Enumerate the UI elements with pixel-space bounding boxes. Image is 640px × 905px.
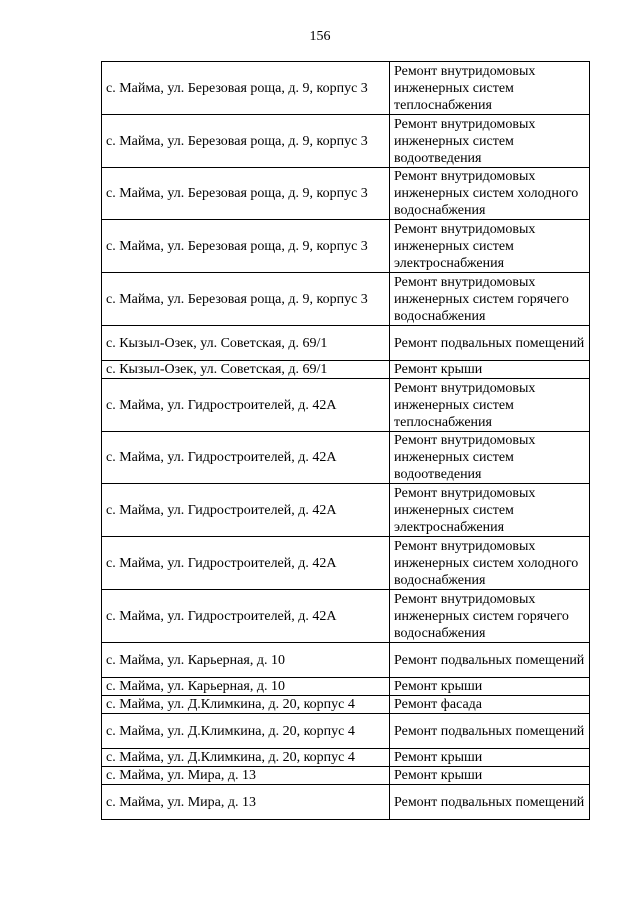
address-cell: с. Кызыл-Озек, ул. Советская, д. 69/1 bbox=[102, 326, 390, 361]
work-type-cell: Ремонт внутридомовых инженерных систем теплоснабжения bbox=[390, 379, 590, 432]
work-type-cell: Ремонт внутридомовых инженерных систем холодного водоснабжения bbox=[390, 537, 590, 590]
work-type-cell: Ремонт крыши bbox=[390, 361, 590, 379]
address-cell: с. Майма, ул. Гидростроителей, д. 42А bbox=[102, 484, 390, 537]
table-row bbox=[102, 696, 590, 714]
work-type-cell: Ремонт фасада bbox=[390, 696, 590, 714]
table-row bbox=[102, 379, 590, 432]
address-cell: с. Майма, ул. Березовая роща, д. 9, корпус 3 bbox=[102, 168, 390, 220]
table-row bbox=[102, 643, 590, 678]
work-type-cell: Ремонт крыши bbox=[390, 749, 590, 767]
address-cell: с. Кызыл-Озек, ул. Советская, д. 69/1 bbox=[102, 361, 390, 379]
address-cell: с. Майма, ул. Карьерная, д. 10 bbox=[102, 678, 390, 696]
address-cell: с. Майма, ул. Гидростроителей, д. 42А bbox=[102, 590, 390, 643]
address-cell: с. Майма, ул. Д.Климкина, д. 20, корпус 4 bbox=[102, 749, 390, 767]
work-type-cell: Ремонт внутридомовых инженерных систем электроснабжения bbox=[390, 220, 590, 273]
address-cell: с. Майма, ул. Мира, д. 13 bbox=[102, 785, 390, 820]
work-type-cell: Ремонт внутридомовых инженерных систем водоотведения bbox=[390, 115, 590, 168]
table-row bbox=[102, 767, 590, 785]
table-row bbox=[102, 678, 590, 696]
work-type-cell: Ремонт внутридомовых инженерных систем холодного водоснабжения bbox=[390, 168, 590, 220]
work-type-cell: Ремонт крыши bbox=[390, 678, 590, 696]
address-cell: с. Майма, ул. Березовая роща, д. 9, корпус 3 bbox=[102, 273, 390, 326]
address-cell: с. Майма, ул. Гидростроителей, д. 42А bbox=[102, 379, 390, 432]
table-row bbox=[102, 361, 590, 379]
work-type-cell: Ремонт внутридомовых инженерных систем горячего водоснабжения bbox=[390, 590, 590, 643]
address-cell: с. Майма, ул. Березовая роща, д. 9, корпус 3 bbox=[102, 115, 390, 168]
work-type-cell: Ремонт внутридомовых инженерных систем электроснабжения bbox=[390, 484, 590, 537]
table-row bbox=[102, 537, 590, 590]
address-cell: с. Майма, ул. Д.Климкина, д. 20, корпус 4 bbox=[102, 696, 390, 714]
table-row bbox=[102, 714, 590, 749]
work-type-cell: Ремонт внутридомовых инженерных систем теплоснабжения bbox=[390, 62, 590, 115]
address-cell: с. Майма, ул. Гидростроителей, д. 42А bbox=[102, 537, 390, 590]
table-row bbox=[102, 326, 590, 361]
page-number: 156 bbox=[309, 29, 331, 44]
table-row bbox=[102, 273, 590, 326]
address-cell: с. Майма, ул. Березовая роща, д. 9, корпус 3 bbox=[102, 62, 390, 115]
address-cell: с. Майма, ул. Мира, д. 13 bbox=[102, 767, 390, 785]
work-type-cell: Ремонт подвальных помещений bbox=[390, 714, 590, 749]
work-type-cell: Ремонт подвальных помещений bbox=[390, 643, 590, 678]
address-cell: с. Майма, ул. Д.Климкина, д. 20, корпус 4 bbox=[102, 714, 390, 749]
work-type-cell: Ремонт внутридомовых инженерных систем водоотведения bbox=[390, 432, 590, 484]
table-row bbox=[102, 62, 590, 115]
table-row bbox=[102, 484, 590, 537]
table-row bbox=[102, 749, 590, 767]
work-type-cell: Ремонт внутридомовых инженерных систем горячего водоснабжения bbox=[390, 273, 590, 326]
work-type-cell: Ремонт крыши bbox=[390, 767, 590, 785]
table-row bbox=[102, 432, 590, 484]
table-row bbox=[102, 590, 590, 643]
address-cell: с. Майма, ул. Карьерная, д. 10 bbox=[102, 643, 390, 678]
table-row bbox=[102, 168, 590, 220]
table-row bbox=[102, 220, 590, 273]
table-row bbox=[102, 785, 590, 820]
address-cell: с. Майма, ул. Гидростроителей, д. 42А bbox=[102, 432, 390, 484]
works-table bbox=[101, 61, 590, 820]
work-type-cell: Ремонт подвальных помещений bbox=[390, 785, 590, 820]
table-row bbox=[102, 115, 590, 168]
address-cell: с. Майма, ул. Березовая роща, д. 9, корпус 3 bbox=[102, 220, 390, 273]
work-type-cell: Ремонт подвальных помещений bbox=[390, 326, 590, 361]
